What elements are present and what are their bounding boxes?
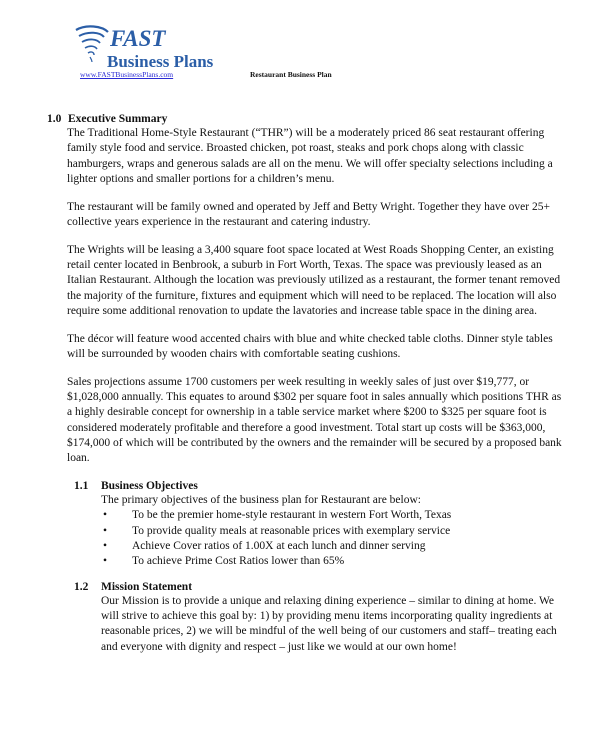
paragraph: Sales projections assume 1700 customers per week resulting in weekly sales of just over $19,777, or $1,028,000 annually. This equates to around $302 per square foot in sales annually which positions THR as a highly desirable concept for ownership in a table service market where $200 to $325 per square foot is considered moderately profitable and therefore a good investment. Total start up costs will be $363,000, $174,000 of which will be contributed by the owners and the remainder will be secured by a proposed bank loan. — [67, 375, 562, 465]
document-header — [70, 22, 590, 82]
paragraph: The Traditional Home-Style Restaurant (“THR”) will be a moderately priced 86 seat restaurant offering family style food and service. Broasted chicken, pot roast, steaks and pork chops along with classic hamburgers, wraps and generous salads are all on the menu. We will offer specialty selections including a lighter options and smaller portions for a children’s menu. — [67, 127, 553, 185]
objectives-intro: The primary objectives of the business plan for Restaurant are below: — [101, 494, 421, 507]
bullet-icon: • — [103, 524, 108, 537]
tornado-swirl-icon — [70, 22, 112, 64]
brand-name: FAST — [110, 26, 166, 51]
section-number: 1.2 — [74, 580, 89, 593]
section-number: 1.1 — [74, 480, 89, 493]
subsection-business-objectives — [74, 479, 567, 569]
bullet-icon: • — [103, 540, 108, 553]
bullet-icon: • — [103, 509, 108, 522]
section-title: Mission Statement — [101, 580, 193, 593]
brand-subtitle: Business Plans — [107, 52, 214, 71]
section-heading-executive-summary — [47, 112, 567, 126]
list-item: • Achieve Cover ratios of 1.00X at each lunch and dinner serving — [100, 539, 567, 554]
section-heading-business-objectives — [74, 479, 567, 493]
section-title: Executive Summary — [68, 113, 168, 125]
section-number: 1.0 — [47, 113, 62, 125]
section-title: Business Objectives — [101, 480, 198, 493]
subsection-mission-statement — [74, 580, 567, 655]
list-item: • To provide quality meals at reasonable prices with exemplary service — [100, 524, 567, 539]
website-link[interactable]: www.FASTBusinessPlans.com — [80, 70, 174, 79]
list-item: • To achieve Prime Cost Ratios lower than 65% — [100, 554, 567, 569]
bullet-icon: • — [103, 555, 108, 568]
paragraph: The décor will feature wood accented chairs with blue and white checked table cloths. Dinner style tables will be surrounded by wooden chairs with comfortable seating cushions. — [67, 332, 553, 361]
document-body — [47, 112, 567, 667]
paragraph: The restaurant will be family owned and operated by Jeff and Betty Wright. Together they have over 25+ collective years experience in the restaurant and catering industry. — [67, 200, 550, 228]
list-item: • To be the premier home-style restaurant in western Fort Worth, Texas — [100, 508, 567, 523]
objectives-list — [100, 508, 567, 569]
document-title: Restaurant Business Plan — [250, 70, 332, 79]
section-heading-mission-statement — [74, 580, 567, 594]
mission-text: Our Mission is to provide a unique and relaxing dining experience – similar to dining at home. We will strive to achieve this goal by: 1) by providing menu items incorporating quality ingredients at reasonable prices, 2) we will be mindful of the well being of our customers and staff– treating each and everyone with dignity and respect – just like we would at our own home! — [101, 594, 557, 653]
paragraph: The Wrights will be leasing a 3,400 square foot space located at West Roads Shopping Center, an existing retail center located in Benbrook, a suburb in Fort Worth, Texas. The space was previously leased as an Italian Restaurant. Although the location was previously utilized as a restaurant, the former tenant removed the majority of the furniture, fixtures and equipment which will need to be replaced. The location will also require some additional renovation to update the lavatories and increase table space in the dining area. — [67, 243, 561, 317]
